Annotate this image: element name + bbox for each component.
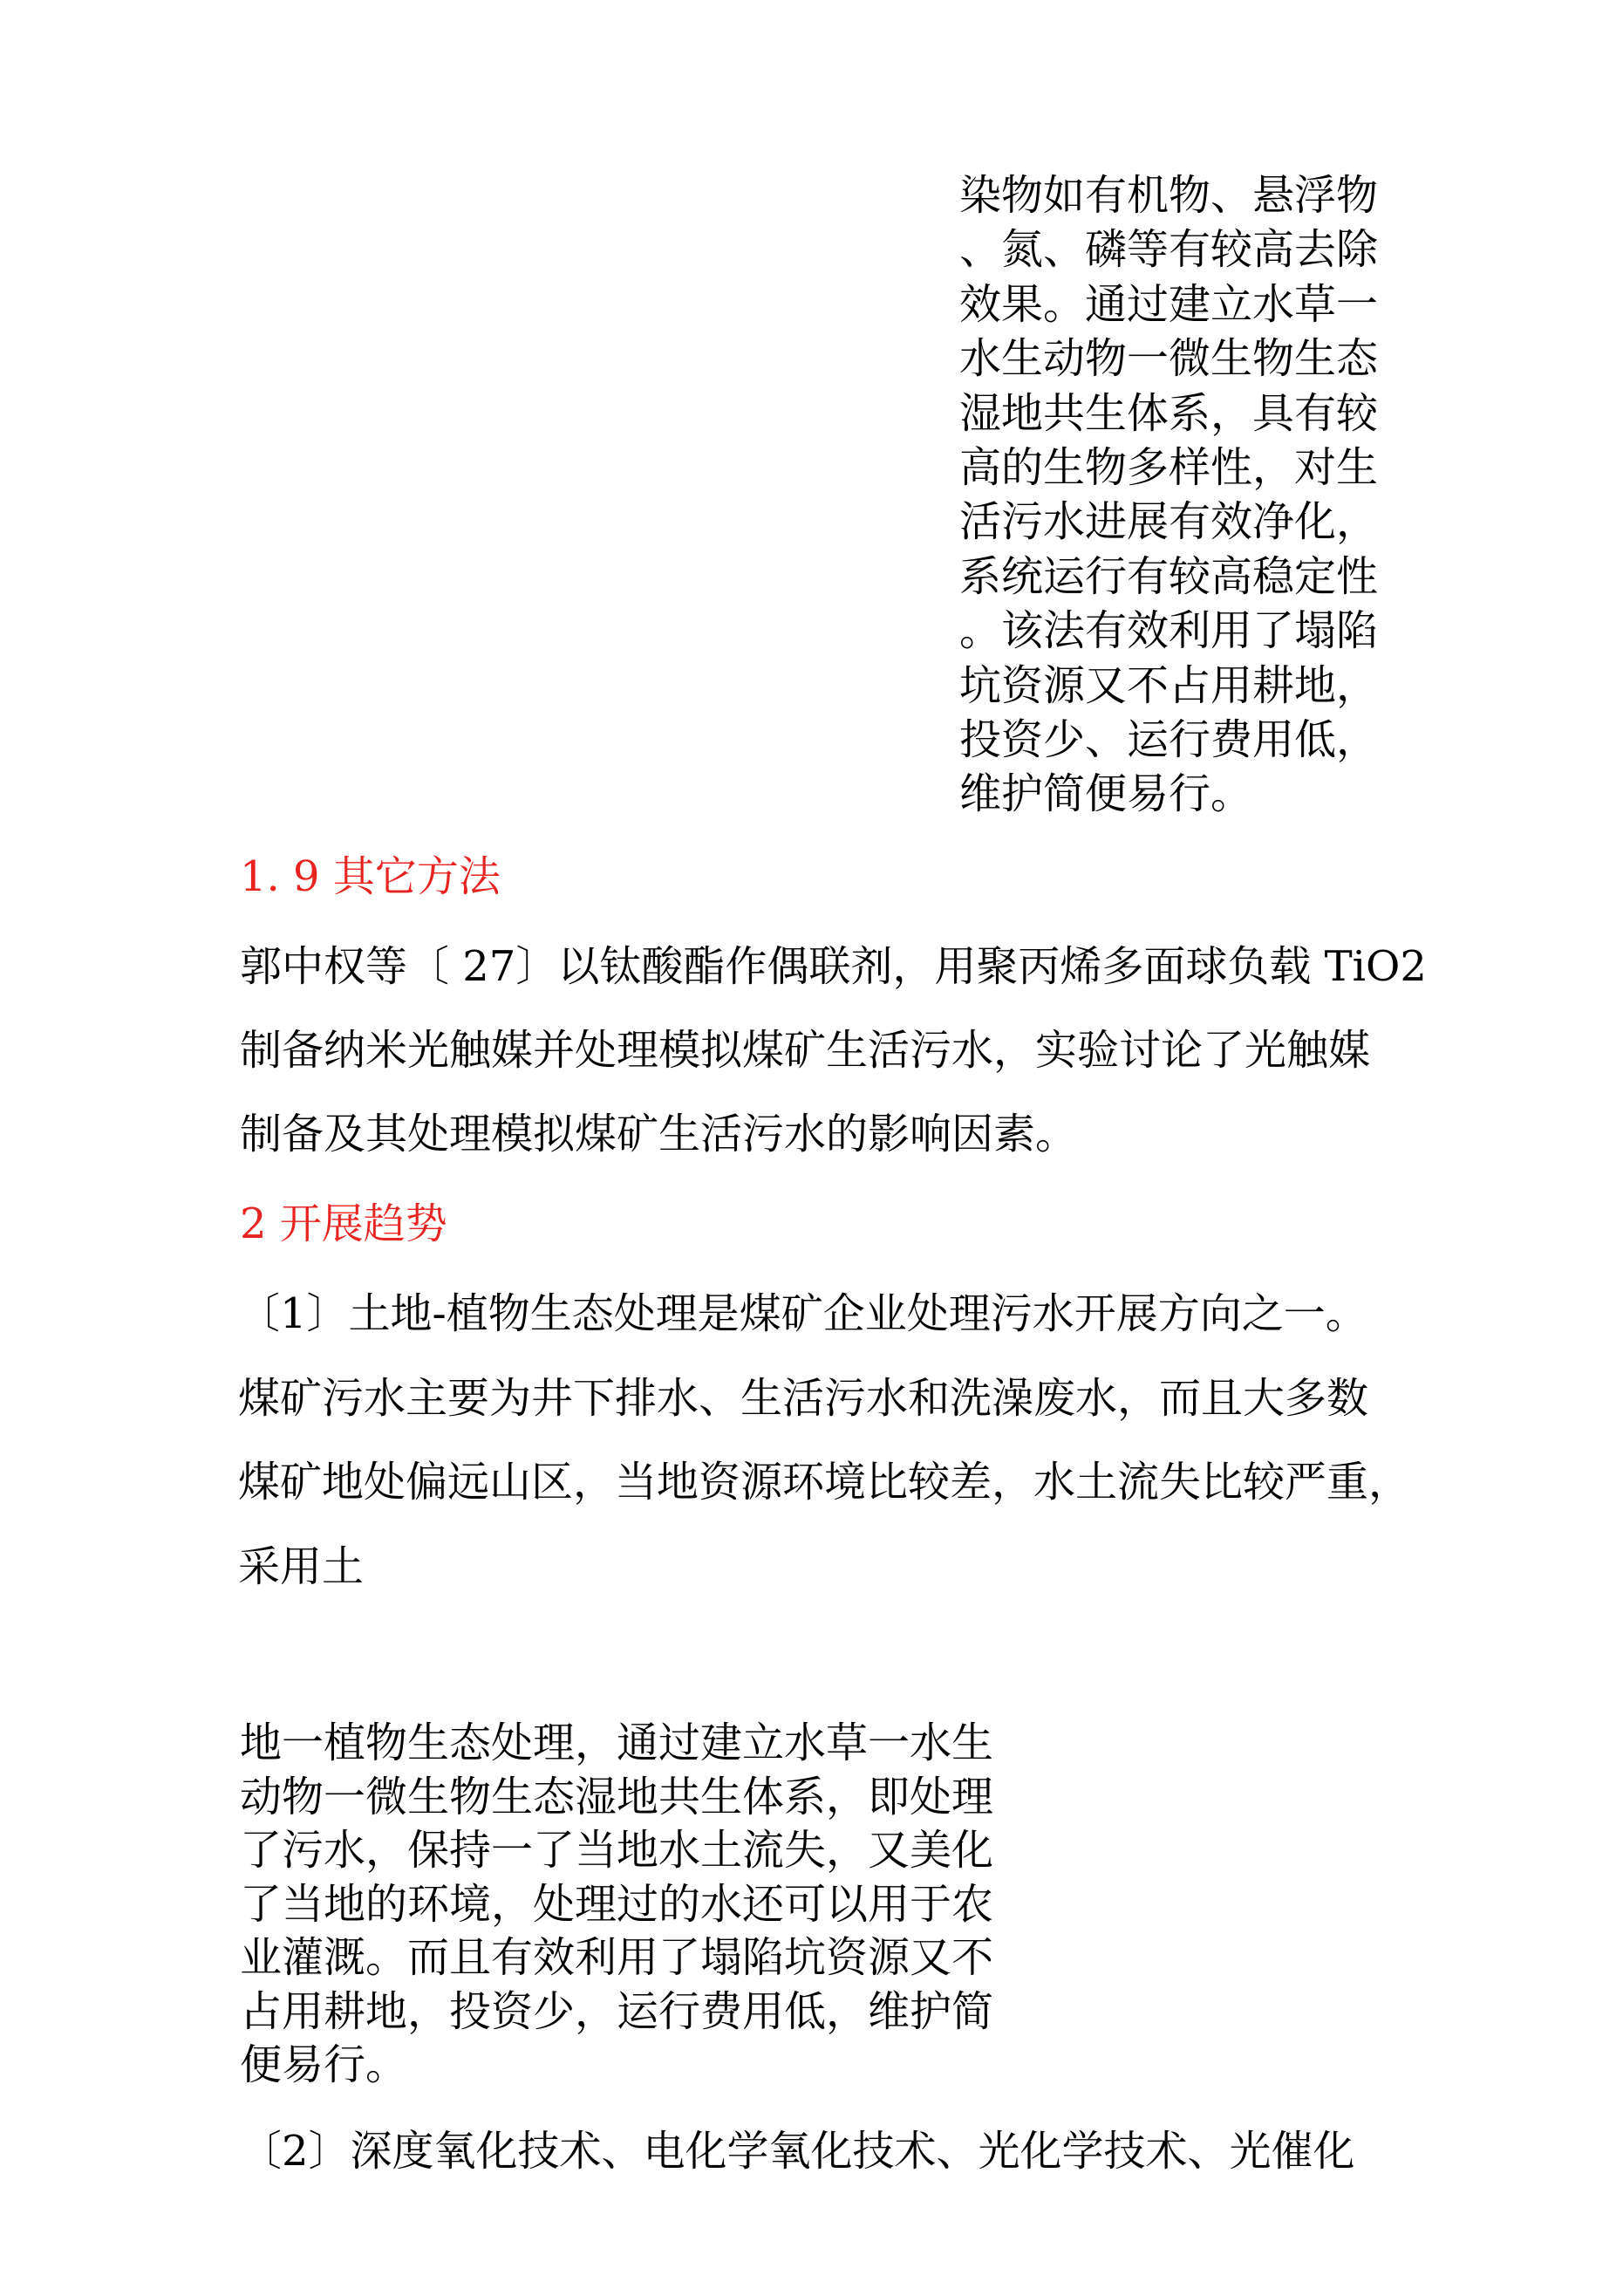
text-line: 郭中权等〔 27〕以钛酸酯作偶联剂，用聚丙烯多面球负载 TiO2 — [240, 942, 1427, 991]
section-heading-2: 2 开展趋势 — [240, 1199, 447, 1248]
text-line: 染物如有机物、悬浮物 — [959, 171, 1379, 220]
text-line: 制备及其处理模拟煤矿生活污水的影响因素。 — [240, 1110, 1078, 1158]
list-item-1-continued — [240, 1717, 993, 2093]
text-line: 采用土 — [238, 1541, 365, 1591]
text-line: 系统运行有较高稳定性 — [959, 551, 1379, 601]
continued-column — [959, 168, 1378, 822]
text-line: 业灌溉。而且有效利用了塌陷坑资源又不 — [240, 1933, 994, 1982]
text-line: 、氮、磷等有较高去除 — [959, 225, 1379, 275]
paragraph-1-9 — [240, 925, 1427, 1176]
text-line: 投资少、运行费用低， — [959, 715, 1379, 765]
text-line: 效果。通过建立水草一 — [959, 279, 1379, 329]
text-line: 〔1〕土地-植物生态处理是煤矿企业处理污水开展方向之一。 — [238, 1289, 1367, 1338]
text-line: 煤矿地处偏远山区，当地资源环境比较差，水土流失比较严重， — [238, 1458, 1411, 1507]
text-line: 高的生物多样性，对生 — [959, 443, 1379, 493]
text-line: 了污水，保持一了当地水土流失，又美化 — [240, 1826, 994, 1875]
text-line: 维护简便易行。 — [959, 769, 1253, 819]
text-line: 湿地共生体系，具有较 — [959, 388, 1379, 438]
text-line: 动物一微生物生态湿地共生体系，即处理 — [240, 1772, 994, 1821]
text-line: 活污水进展有效净化， — [959, 497, 1379, 547]
text-line: 地一植物生态处理，通过建立水草一水生 — [240, 1719, 994, 1767]
text-line: 占用耕地，投资少，运行费用低，维护简 — [240, 1986, 994, 2036]
text-line: 制备纳米光触媒并处理模拟煤矿生活污水，实验讨论了光触媒 — [240, 1026, 1371, 1075]
text-line: 。该法有效利用了塌陷 — [959, 606, 1379, 656]
text-line: 〔2〕深度氧化技术、电化学氧化技术、光化学技术、光催化 — [240, 2127, 1355, 2176]
text-line: 水生动物一微生物生态 — [959, 334, 1379, 384]
list-item-1 — [238, 1272, 1410, 1609]
list-item-2 — [240, 2124, 1355, 2178]
text-line: 煤矿污水主要为井下排水、生活污水和洗澡废水，而且大多数 — [238, 1373, 1369, 1423]
text-line: 了当地的环境，处理过的水还可以用于农 — [240, 1879, 994, 1929]
text-line: 坑资源又不占用耕地， — [959, 660, 1379, 710]
section-heading-1-9: 1. 9 其它方法 — [240, 852, 501, 901]
text-line: 便易行。 — [240, 2040, 408, 2089]
